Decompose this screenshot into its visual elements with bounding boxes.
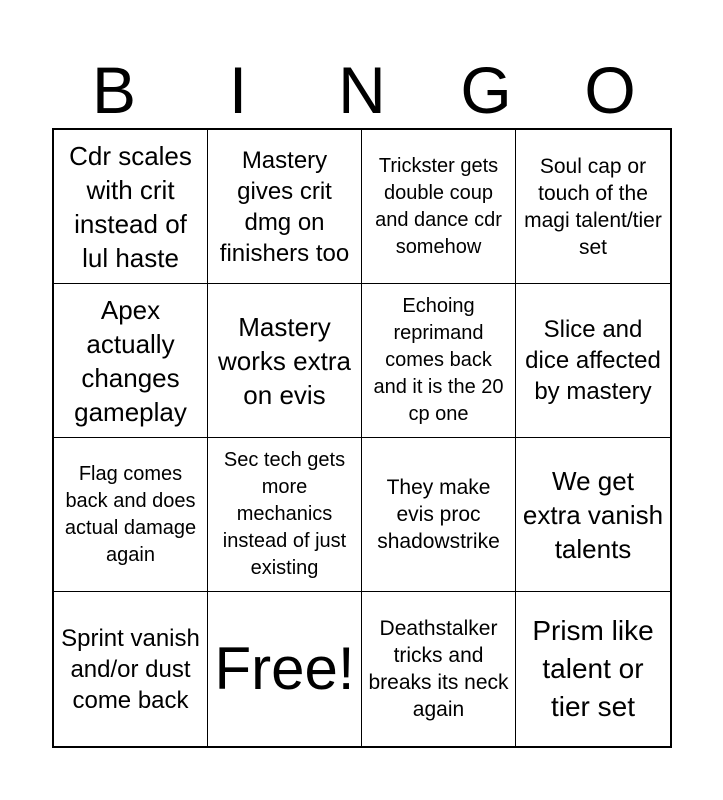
bingo-cell-r1-c1[interactable] [54,130,208,284]
bingo-cell-free[interactable] [208,592,362,746]
bingo-cell-r3-c2[interactable] [208,438,362,592]
bingo-cell-r3-c1[interactable] [54,438,208,592]
bingo-cell-r4-c1[interactable] [54,592,208,746]
bingo-cell-r1-c2[interactable] [208,130,362,284]
bingo-cell-text: Trickster gets double coup and dance cdr somehow [375,154,502,258]
bingo-cell-text: Prism like talent or tier set [532,615,654,722]
bingo-header [52,52,672,128]
bingo-cell-text: Mastery works extra on evis [218,311,351,410]
bingo-cell-r2-c1[interactable] [54,284,208,438]
bingo-cell-text: Flag comes back and does actual damage again [64,462,197,566]
bingo-cell-r3-c4[interactable] [516,438,670,592]
bingo-cell-text: Echoing reprimand comes back and it is the 20 cp one [373,295,504,425]
header-letter-b: B [91,53,137,127]
bingo-cell-text: We get extra vanish talents [522,465,664,564]
bingo-cell-text: Cdr scales with crit instead of lul haste [69,140,192,273]
bingo-cell-r2-c3[interactable] [362,284,516,438]
header-letter-n: N [338,53,386,127]
header-letter-i: I [228,53,248,127]
header-letter-g: G [460,53,512,127]
bingo-cell-text: Mastery gives crit dmg on finishers too [219,146,350,267]
bingo-cell-text: Slice and dice affected by mastery [525,316,661,405]
bingo-cell-text: Apex actually changes gameplay [74,294,187,427]
bingo-cell-r1-c3[interactable] [362,130,516,284]
bingo-cell-text: Sec tech gets more mechanics instead of just existing [222,449,347,579]
bingo-board [52,128,672,748]
bingo-cell-r2-c2[interactable] [208,284,362,438]
bingo-cell-text: Soul cap or touch of the magi talent/tier set [524,154,662,259]
bingo-cell-r2-c4[interactable] [516,284,670,438]
free-space-label: Free! [214,635,355,702]
bingo-cell-text: Sprint vanish and/or dust come back [61,624,200,714]
bingo-cell-r4-c3[interactable] [362,592,516,746]
bingo-cell-r4-c4[interactable] [516,592,670,746]
header-letter-o: O [584,53,636,127]
bingo-cell-text: Deathstalker tricks and breaks its neck again [368,617,509,721]
bingo-cell-text: They make evis proc shadowstrike [377,476,500,553]
bingo-cell-r1-c4[interactable] [516,130,670,284]
bingo-cell-r3-c3[interactable] [362,438,516,592]
